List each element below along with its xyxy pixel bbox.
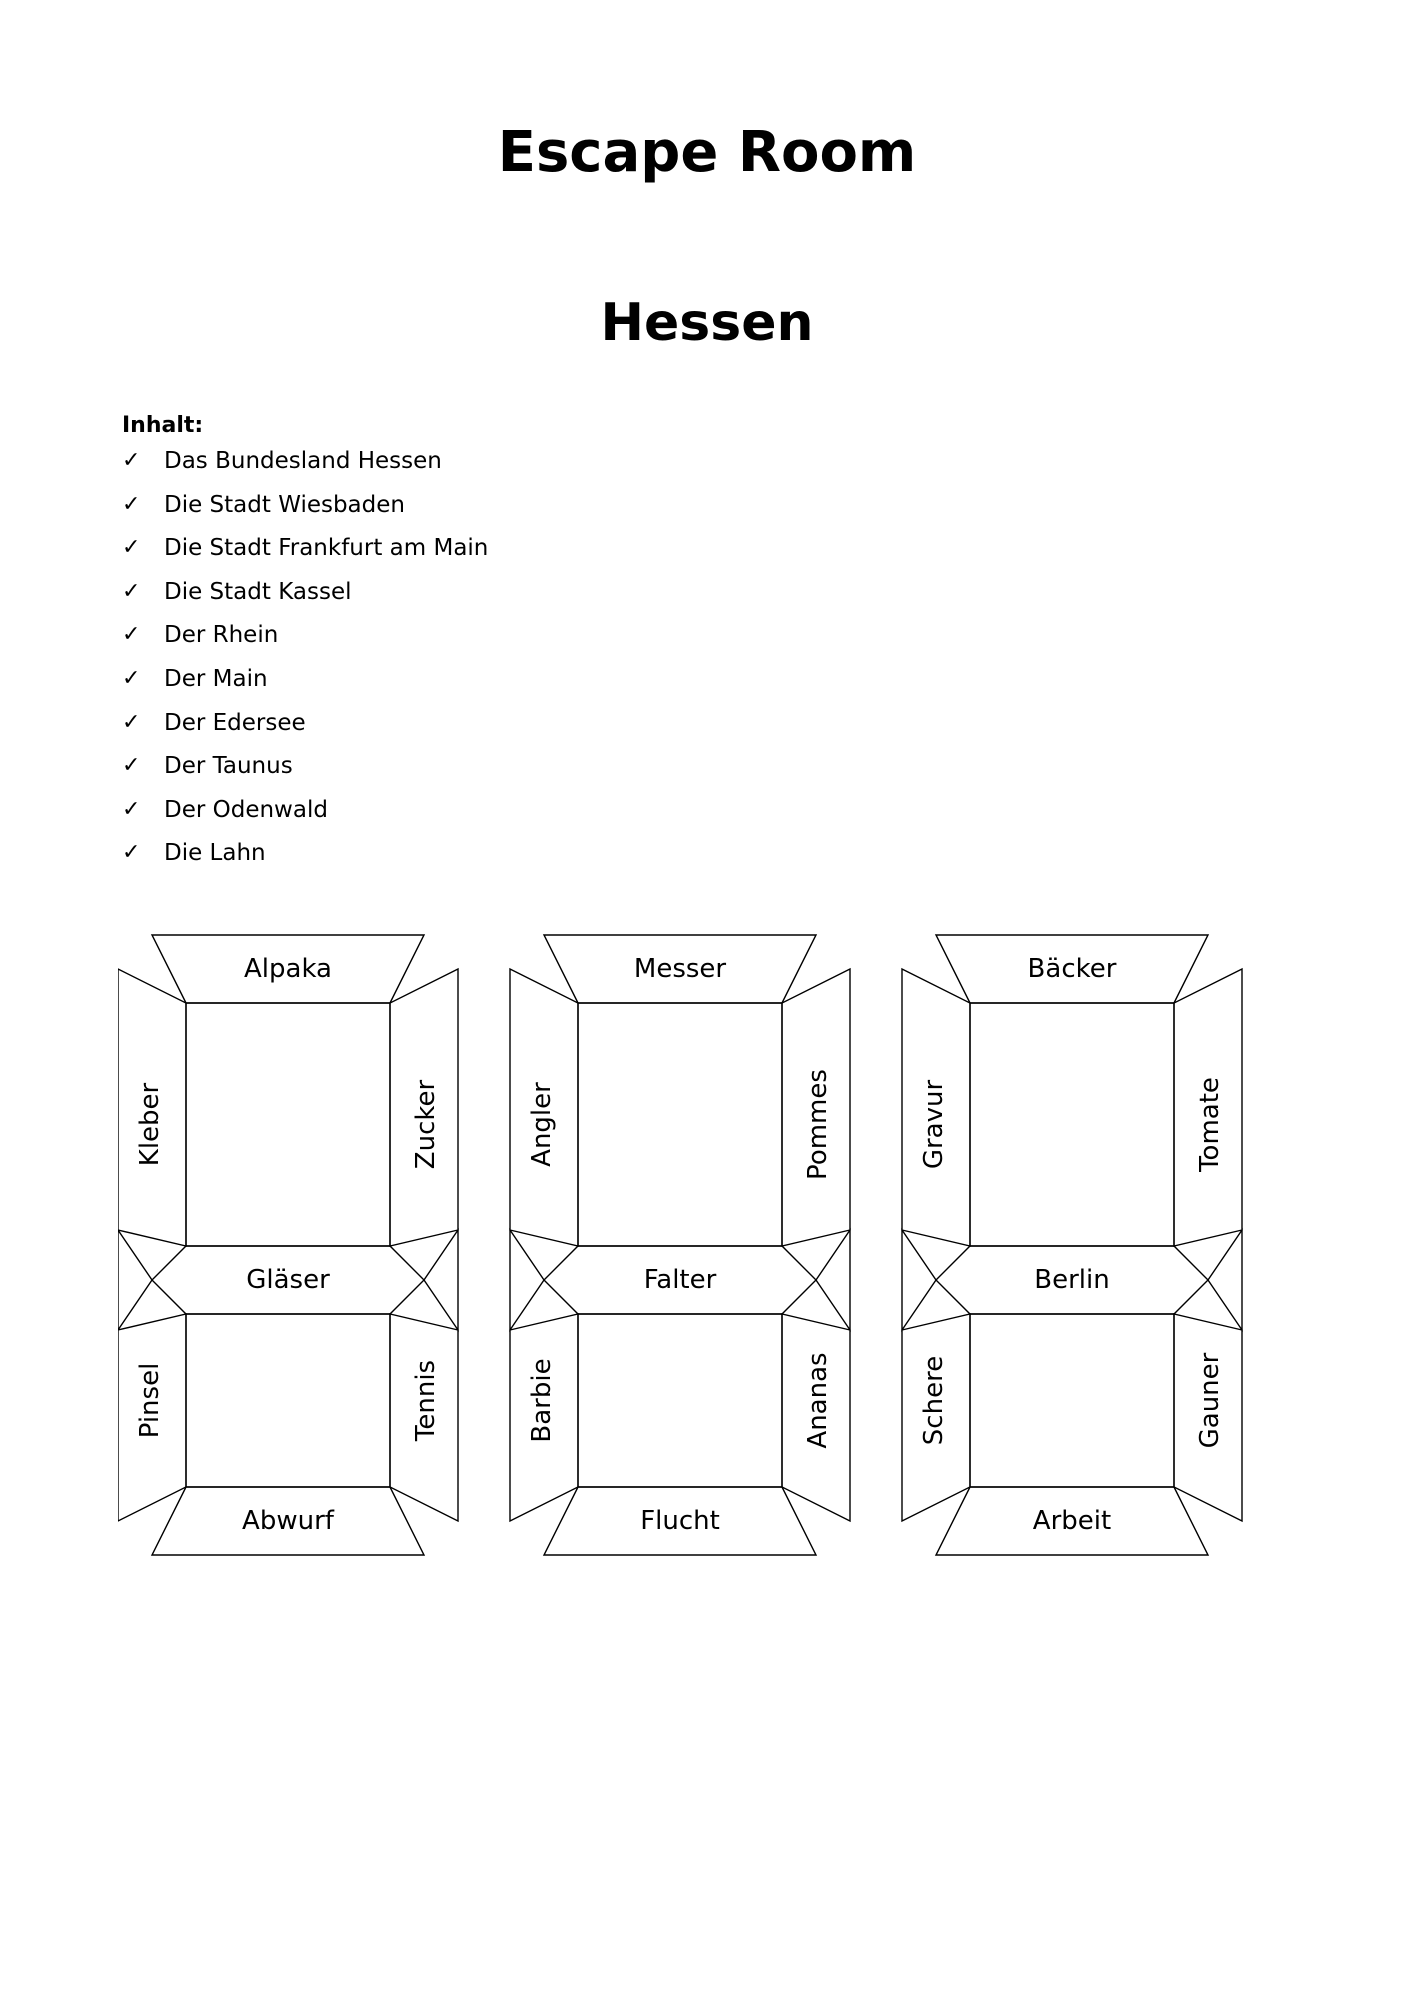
segment-joint-right [1208, 1230, 1242, 1330]
list-item-text: Das Bundesland Hessen [164, 448, 442, 474]
inner-box-lower [970, 1314, 1174, 1487]
segment-label-upper-right: Tomate [1195, 1077, 1225, 1172]
segment-label-lower-left: Barbie [527, 1358, 557, 1443]
checkmark-icon: ✓ [122, 665, 141, 691]
checkmark-icon: ✓ [122, 753, 141, 779]
document-title: Escape Room [497, 120, 917, 185]
checkmark-icon: ✓ [122, 448, 141, 473]
list-item [122, 444, 488, 488]
checkmark-icon: ✓ [122, 796, 141, 822]
segment-joint-left [118, 1230, 152, 1330]
list-item [122, 749, 488, 793]
segment-label-top: Messer [633, 954, 727, 984]
list-item [122, 531, 488, 575]
contents-label: Inhalt: [122, 413, 204, 438]
segment-label-middle: Berlin [1034, 1265, 1110, 1295]
list-item-text: Die Stadt Frankfurt am Main [164, 535, 489, 562]
segment-label-upper-right: Pommes [803, 1069, 833, 1180]
list-item-text: Der Main [164, 665, 268, 692]
segment-joint-right [816, 1230, 850, 1330]
document-subtitle: Hessen [600, 293, 814, 353]
segment-label-upper-left: Kleber [135, 1082, 165, 1167]
list-item [122, 706, 488, 750]
list-item-text: Die Lahn [164, 840, 266, 867]
segment-joint-left [902, 1230, 936, 1330]
list-item-text: Der Edersee [164, 709, 306, 736]
segment-joint-right [424, 1230, 458, 1330]
list-item-text: Der Taunus [164, 753, 293, 780]
inner-box-upper [186, 1003, 390, 1246]
contents-list [122, 444, 488, 880]
list-item [122, 836, 488, 880]
list-item [122, 488, 488, 532]
list-item-text: Der Odenwald [164, 796, 328, 823]
segment-label-lower-right: Ananas [803, 1352, 833, 1449]
checkmark-icon: ✓ [122, 578, 141, 604]
list-item-text: Die Stadt Kassel [164, 578, 352, 605]
list-item [122, 575, 488, 619]
list-item-text: Der Rhein [164, 622, 279, 649]
checkmark-icon: ✓ [122, 535, 141, 561]
segment-label-top: Alpaka [244, 954, 332, 984]
segment-label-upper-right: Zucker [411, 1079, 441, 1170]
segment-label-lower-right: Gauner [1195, 1352, 1225, 1449]
segment-label-middle: Gläser [246, 1265, 330, 1295]
segment-joint-left [510, 1230, 544, 1330]
segment-label-lower-right: Tennis [411, 1359, 441, 1442]
inner-box-lower [186, 1314, 390, 1487]
segment-label-bottom: Flucht [640, 1506, 720, 1536]
list-item [122, 793, 488, 837]
list-item [122, 662, 488, 706]
segment-label-upper-left: Angler [527, 1082, 557, 1167]
checkmark-icon: ✓ [122, 709, 141, 735]
inner-box-lower [578, 1314, 782, 1487]
inner-box-upper [970, 1003, 1174, 1246]
list-item [122, 618, 488, 662]
list-item-text: Die Stadt Wiesbaden [164, 491, 405, 518]
checkmark-icon: ✓ [122, 491, 141, 517]
segment-label-top: Bäcker [1027, 954, 1117, 984]
segment-label-bottom: Abwurf [242, 1506, 334, 1536]
segment-label-bottom: Arbeit [1032, 1506, 1112, 1536]
checkmark-icon: ✓ [122, 840, 141, 866]
segment-label-middle: Falter [643, 1265, 717, 1295]
segment-label-lower-left: Schere [919, 1355, 949, 1446]
segment-label-upper-left: Gravur [919, 1079, 949, 1170]
segment-label-lower-left: Pinsel [135, 1362, 165, 1439]
puzzles-svg [118, 930, 1258, 1570]
inner-box-upper [578, 1003, 782, 1246]
seven-segment-puzzles [118, 930, 1258, 1570]
checkmark-icon: ✓ [122, 622, 141, 648]
